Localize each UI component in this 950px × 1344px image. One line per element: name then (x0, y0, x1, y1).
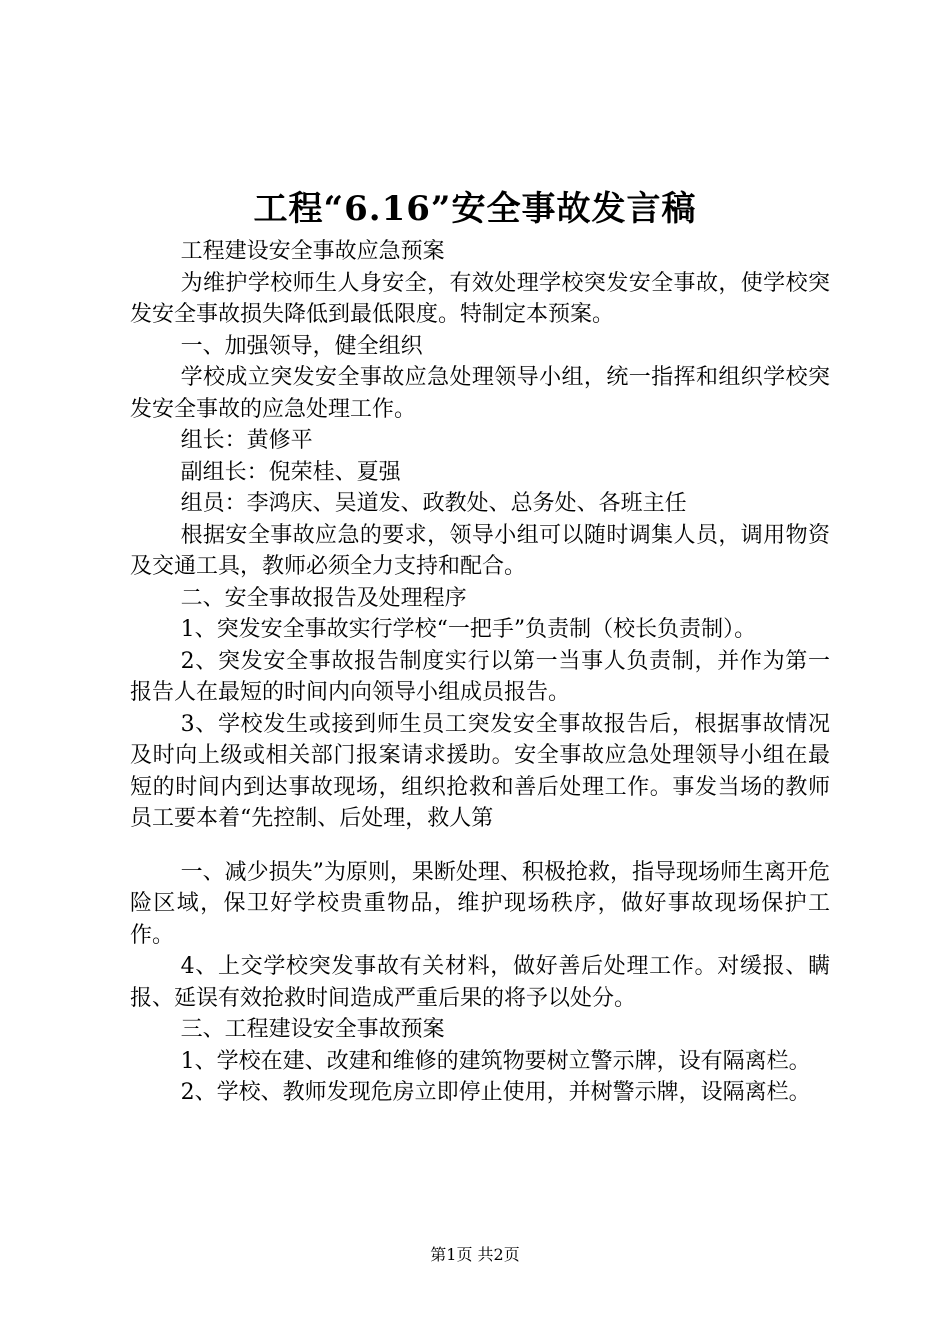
paragraph: 一、减少损失”为原则，果断处理、积极抢救，指导现场师生离开危险区域，保卫好学校贵重物品，维护现场秩序，做好事故现场保护工作。 (130, 859, 830, 948)
section-heading: 一、加强领导，健全组织 (180, 333, 423, 359)
document-title: 工程“6.16”安全事故发言稿 (253, 189, 697, 229)
paragraph: 为维护学校师生人身安全，有效处理学校突发安全事故，使学校突发安全事故损失降低到最低限度。特制定本预案。 (130, 270, 830, 327)
paragraph: 组长：黄修平 (180, 428, 313, 453)
document-body (130, 236, 830, 1109)
paragraph: 根据安全事故应急的要求，领导小组可以随时调集人员，调用物资及交通工具，教师必须全力支持和配合。 (130, 522, 830, 579)
paragraph: 2、突发安全事故报告制度实行以第一当事人负责制，并作为第一报告人在最短的时间内向领导小组成员报告。 (130, 648, 830, 705)
paragraph: 1、学校在建、改建和维修的建筑物要树立警示牌，设有隔离栏。 (180, 1048, 811, 1074)
page-number: 第1页 共2页 (430, 1245, 520, 1264)
paragraph: 4、上交学校突发事故有关材料，做好善后处理工作。对缓报、瞒报、延误有效抢救时间造成严重后果的将予以处分。 (130, 954, 830, 1011)
paragraph-heading: 工程建设安全事故应急预案 (180, 239, 445, 264)
paragraph: 3、学校发生或接到师生员工突发安全事故报告后，根据事故情况及时向上级或相关部门报案请求援助。安全事故应急处理领导小组在最短的时间内到达事故现场，组织抢救和善后处理工作。事发当场的教师员工要本着“先控制、后处理，救人第 (130, 711, 830, 831)
paragraph: 组员：李鸿庆、吴道发、政教处、总务处、各班主任 (180, 491, 687, 516)
section-heading: 三、工程建设安全事故预案 (180, 1017, 445, 1042)
paragraph: 1、突发安全事故实行学校“一把手”负责制（校长负责制）。 (180, 617, 757, 642)
paragraph: 2、学校、教师发现危房立即停止使用，并树警示牌，设隔离栏。 (180, 1080, 811, 1105)
section-heading: 二、安全事故报告及处理程序 (180, 585, 467, 611)
paragraph: 副组长：倪荣桂、夏强 (180, 459, 401, 485)
paragraph: 学校成立突发安全事故应急处理领导小组，统一指挥和组织学校突发安全事故的应急处理工作。 (130, 365, 830, 422)
